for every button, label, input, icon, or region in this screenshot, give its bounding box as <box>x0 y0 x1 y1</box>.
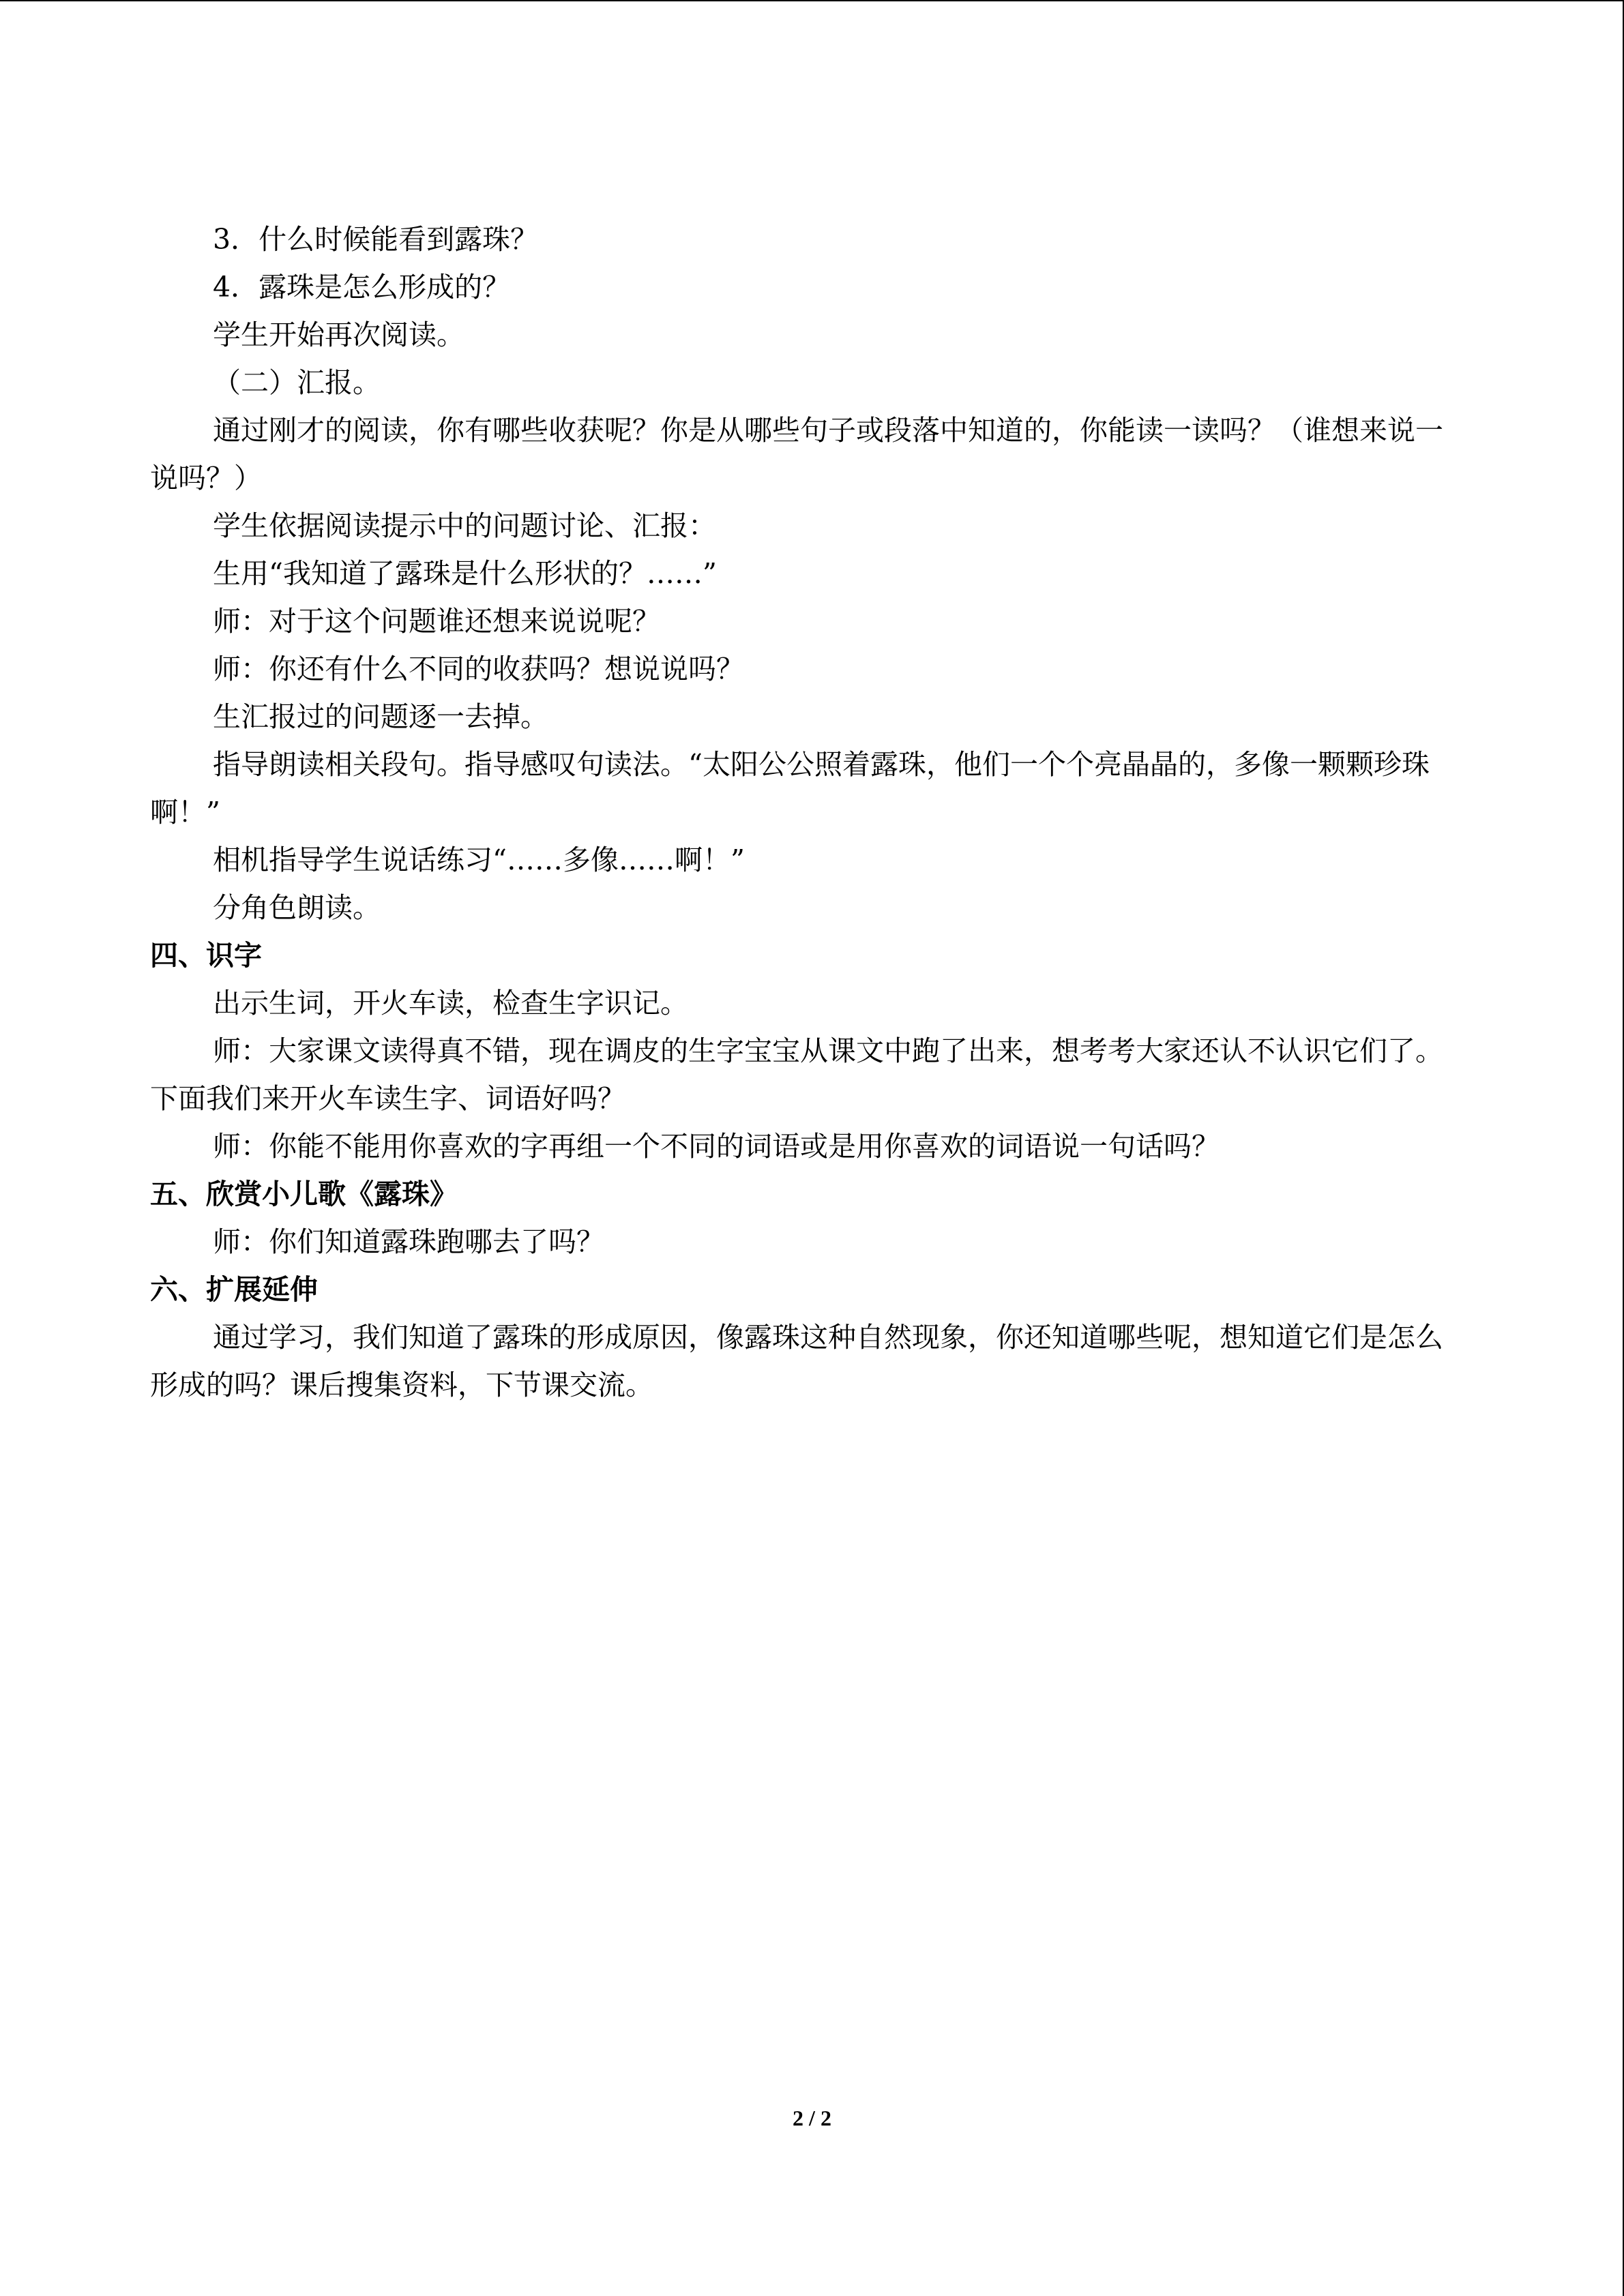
section-heading-6: 六、扩展延伸 <box>150 1273 318 1306</box>
document-body <box>150 215 1460 1409</box>
paragraph-guide: 指导朗读相关段句。指导感叹句读法。“太阳公公照着露珠，他们一个个亮晶晶的，多像一颗颗珍珠啊！” <box>150 748 1430 829</box>
paragraph-teacher-1: 师：对于这个问题谁还想来说说呢？ <box>213 605 660 638</box>
section4-paragraph-1: 出示生词，开火车读，检查生字识记。 <box>213 987 688 1019</box>
section4-paragraph-2: 师：大家课文读得真不错，现在调皮的生字宝宝从课文中跑了出来，想考考大家还认不认识它们了。下面我们来开火车读生字、词语好吗？ <box>150 1034 1443 1115</box>
paragraph-practice: 相机指导学生说话练习“……多像……啊！” <box>213 844 745 876</box>
paragraph-discuss: 学生依据阅读提示中的问题讨论、汇报： <box>213 509 716 542</box>
section6-paragraph-1: 通过学习，我们知道了露珠的形成原因，像露珠这种自然现象，你还知道哪些呢，想知道它们是怎么形成的吗？课后搜集资料，下节课交流。 <box>150 1321 1443 1401</box>
paragraph-read-again: 学生开始再次阅读。 <box>213 318 464 351</box>
page-number: 2 / 2 <box>793 2106 831 2130</box>
section5-paragraph-1: 师：你们知道露珠跑哪去了吗？ <box>213 1225 604 1258</box>
paragraph-remove: 生汇报过的问题逐一去掉。 <box>213 700 548 733</box>
paragraph-student-say: 生用“我知道了露珠是什么形状的？……” <box>213 557 717 590</box>
paragraph-roles: 分角色朗读。 <box>213 891 381 924</box>
paragraph-teacher-2: 师：你还有什么不同的收获吗？想说说吗？ <box>213 653 744 685</box>
section-heading-4: 四、识字 <box>150 939 262 972</box>
subheading-report: （二）汇报。 <box>213 366 381 399</box>
question-4: 4．露珠是怎么形成的？ <box>213 271 511 303</box>
section4-paragraph-3: 师：你能不能用你喜欢的字再组一个不同的词语或是用你喜欢的词语说一句话吗？ <box>213 1130 1220 1163</box>
section-heading-5: 五、欣赏小儿歌《露珠》 <box>150 1178 458 1210</box>
question-3: 3．什么时候能看到露珠？ <box>213 223 539 256</box>
page-border-top <box>0 0 1624 1</box>
paragraph-ask: 通过刚才的阅读，你有哪些收获呢？你是从哪些句子或段落中知道的，你能读一读吗？（谁想来说一说吗？） <box>150 414 1443 494</box>
